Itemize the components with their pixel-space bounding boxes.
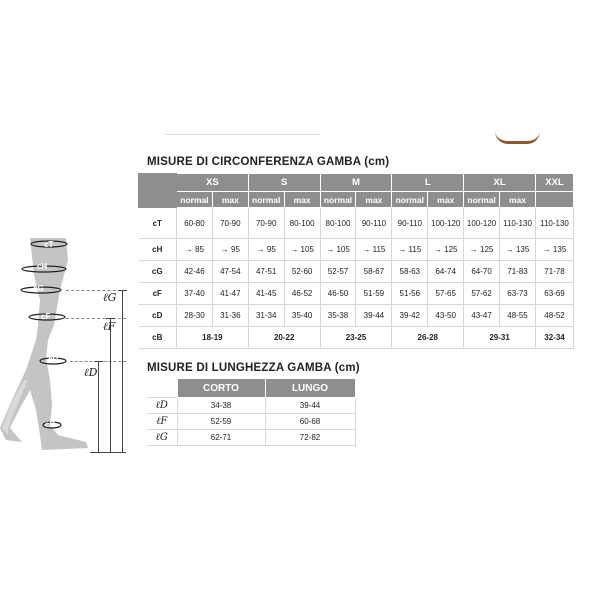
table-cell: 31-34: [248, 305, 284, 327]
table-cell: 70-90: [248, 208, 284, 239]
row-label: cF: [139, 283, 177, 305]
table-cell: 18-19: [177, 327, 249, 349]
subheader-max: max: [356, 192, 392, 208]
table-cell: 23-25: [320, 327, 392, 349]
dash-line: [66, 318, 126, 319]
row-label: cT: [139, 208, 177, 239]
length-title: MISURE DI LUNGHEZZA GAMBA (cm): [147, 362, 360, 374]
table-cell: 28-30: [177, 305, 213, 327]
table-cell: 72-82: [265, 430, 355, 446]
table-cell: 26-28: [392, 327, 464, 349]
size-header: S: [248, 174, 320, 192]
table-cell: 90-110: [392, 208, 428, 239]
row-label: cG: [139, 261, 177, 283]
leg-label-cd: cD: [48, 355, 59, 364]
table-cell: 48-52: [536, 305, 574, 327]
subheader-normal: normal: [392, 192, 428, 208]
table-cell: 39-42: [392, 305, 428, 327]
table-cell: 35-38: [320, 305, 356, 327]
length-mark-g: ℓG: [103, 291, 117, 304]
table-cell: 62-71: [177, 430, 265, 446]
table-cell: 70-90: [212, 208, 248, 239]
table-cell: 31-36: [212, 305, 248, 327]
tick: [106, 318, 115, 319]
table-cell: 47-51: [248, 261, 284, 283]
size-header: XL: [464, 174, 536, 192]
table-row-cb: [139, 327, 574, 349]
size-header: XXL: [536, 174, 574, 192]
column-lungo: LUNGO: [265, 379, 355, 398]
table-row: [139, 261, 574, 283]
table-cell: 42-46: [177, 261, 213, 283]
table-row: [147, 430, 355, 446]
table-cell: 39-44: [356, 305, 392, 327]
row-label: ℓD: [147, 398, 177, 414]
row-label: cD: [139, 305, 177, 327]
table-cell: 58-63: [392, 261, 428, 283]
table-cell: 41-47: [212, 283, 248, 305]
table-cell: 100-120: [428, 208, 464, 239]
table-cell: 110-130: [536, 208, 574, 239]
table-row: [139, 239, 574, 261]
leg-label-ct: cT: [44, 240, 54, 249]
row-label: ℓG: [147, 430, 177, 446]
table-cell: 48-55: [500, 305, 536, 327]
table-row: [139, 208, 574, 239]
table-cell: → 135: [536, 239, 574, 261]
table-cell: 47-54: [212, 261, 248, 283]
back-leg-shape: [2, 380, 28, 435]
table-cell: 52-59: [177, 414, 265, 430]
table-cell: 64-70: [464, 261, 500, 283]
row-label: cH: [139, 239, 177, 261]
table-cell: 71-78: [536, 261, 574, 283]
table-cell: → 95: [248, 239, 284, 261]
table-cell: → 85: [177, 239, 213, 261]
table-row: [147, 398, 355, 414]
table-cell: 43-50: [428, 305, 464, 327]
table-cell: → 115: [356, 239, 392, 261]
row-label: cB: [139, 327, 177, 349]
leg-label-cg: cG: [33, 284, 44, 293]
row-label: ℓF: [147, 414, 177, 430]
table-cell: 46-52: [284, 283, 320, 305]
table-cell: → 105: [320, 239, 356, 261]
table-cell: 51-56: [392, 283, 428, 305]
table-cell: → 95: [212, 239, 248, 261]
table-cell: → 115: [392, 239, 428, 261]
subheader-normal: normal: [248, 192, 284, 208]
table-cell: 71-83: [500, 261, 536, 283]
tick: [94, 361, 103, 362]
corner-cell: [147, 379, 177, 398]
table-row: [139, 305, 574, 327]
table-cell: → 135: [500, 239, 536, 261]
leg-label-cb: cB: [45, 420, 56, 429]
size-header: M: [320, 174, 392, 192]
table-cell: 57-65: [428, 283, 464, 305]
circumference-table: [138, 173, 574, 349]
subheader-max: max: [500, 192, 536, 208]
table-cell: 51-59: [356, 283, 392, 305]
table-cell: 41-45: [248, 283, 284, 305]
subheader-max: max: [212, 192, 248, 208]
table-cell: 29-31: [464, 327, 536, 349]
table-cell: 80-100: [284, 208, 320, 239]
tick: [118, 290, 127, 291]
decorative-arc: [495, 131, 540, 144]
table-cell: 110-130: [500, 208, 536, 239]
subheader-max: max: [428, 192, 464, 208]
table-cell: 43-47: [464, 305, 500, 327]
length-mark-d: ℓD: [84, 366, 98, 379]
decorative-line: [165, 134, 320, 135]
table-row: [147, 414, 355, 430]
table-cell: 63-69: [536, 283, 574, 305]
subheader-xxl-blank: [536, 192, 574, 208]
table-cell: 52-60: [284, 261, 320, 283]
table-cell: 60-68: [265, 414, 355, 430]
subheader-normal: normal: [320, 192, 356, 208]
table-cell: 80-100: [320, 208, 356, 239]
size-header: L: [392, 174, 464, 192]
table-cell: 60-80: [177, 208, 213, 239]
length-line-g: [122, 290, 123, 452]
leg-illustration: [0, 230, 125, 455]
table-cell: 63-73: [500, 283, 536, 305]
subheader-normal: normal: [177, 192, 213, 208]
tick: [90, 452, 126, 453]
length-table: [147, 378, 356, 446]
table-cell: 90-110: [356, 208, 392, 239]
table-cell: 58-67: [356, 261, 392, 283]
length-line-d: [98, 361, 99, 452]
table-cell: → 125: [464, 239, 500, 261]
circumference-title: MISURE DI CIRCONFERENZA GAMBA (cm): [147, 156, 390, 168]
table-cell: 34-38: [177, 398, 265, 414]
subheader-max: max: [284, 192, 320, 208]
table-cell: 20-22: [248, 327, 320, 349]
table-cell: 35-40: [284, 305, 320, 327]
subheader-normal: normal: [464, 192, 500, 208]
table-cell: 46-50: [320, 283, 356, 305]
table-cell: 32-34: [536, 327, 574, 349]
corner-cell: [139, 174, 177, 208]
leg-label-cf: cF: [41, 312, 51, 321]
size-header: XS: [177, 174, 249, 192]
table-row: [139, 283, 574, 305]
table-cell: 57-62: [464, 283, 500, 305]
length-line-f: [110, 318, 111, 452]
table-cell: → 105: [284, 239, 320, 261]
table-cell: 39-44: [265, 398, 355, 414]
dash-line: [66, 290, 126, 291]
column-corto: CORTO: [177, 379, 265, 398]
table-cell: → 125: [428, 239, 464, 261]
table-cell: 64-74: [428, 261, 464, 283]
table-cell: 37-40: [177, 283, 213, 305]
table-cell: 52-57: [320, 261, 356, 283]
table-cell: 100-120: [464, 208, 500, 239]
leg-label-ch: cH: [37, 262, 48, 271]
length-mark-f: ℓF: [103, 320, 116, 333]
